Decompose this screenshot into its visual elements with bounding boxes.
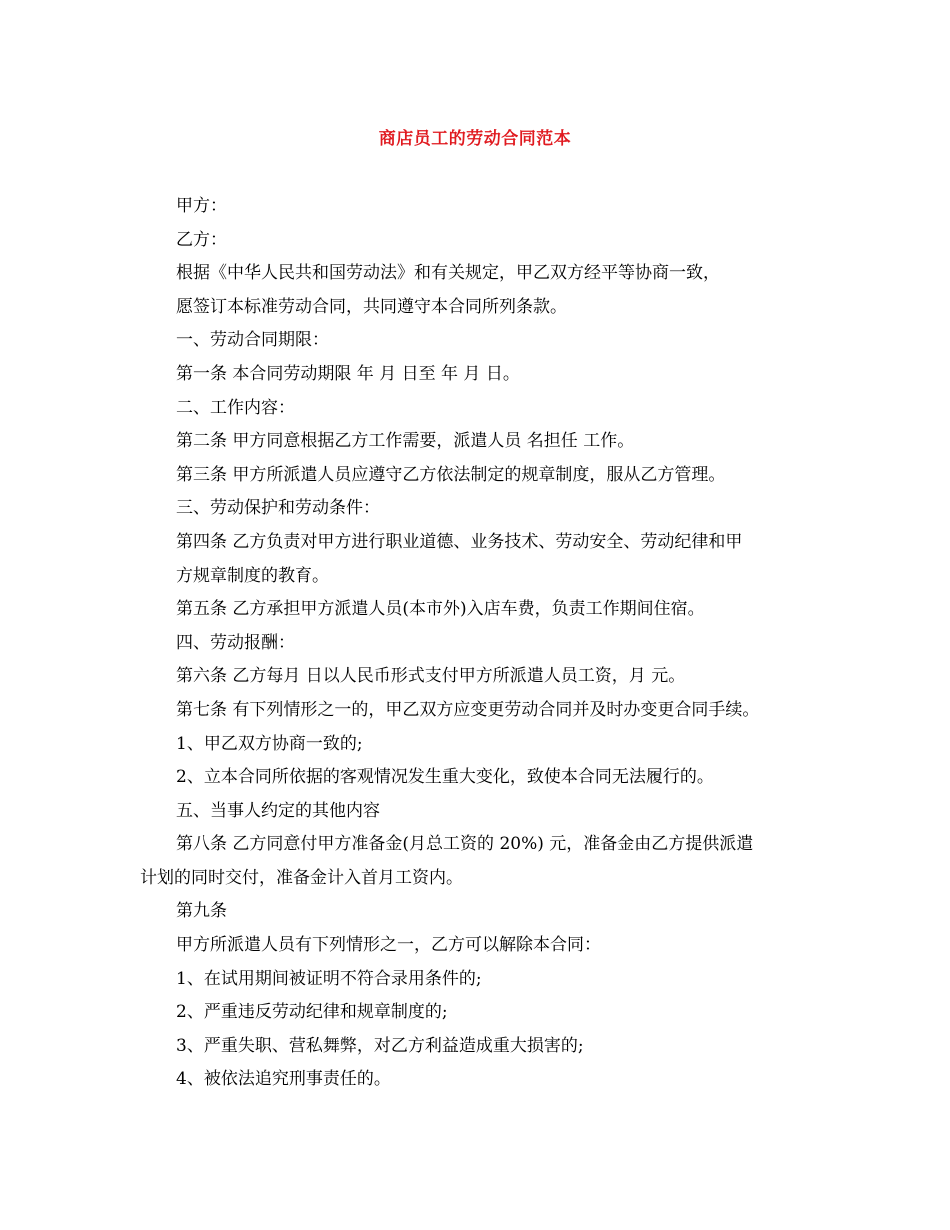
paragraph-line: 第七条 有下列情形之一的，甲乙双方应变更劳动合同并及时办变更合同手续。 [176, 699, 760, 720]
paragraph-line: 第一条 本合同劳动期限 年 月 日至 年 月 日。 [176, 363, 520, 384]
paragraph-line: 3、严重失职、营私舞弊，对乙方利益造成重大损害的; [176, 1035, 584, 1056]
paragraph-line: 第五条 乙方承担甲方派遣人员(本市外)入店车费，负责工作期间住宿。 [176, 599, 705, 620]
paragraph-line: 一、劳动合同期限： [176, 330, 329, 351]
paragraph-line: 第八条 乙方同意付甲方准备金(月总工资的 20%) 元，准备金由乙方提供派遣 [176, 834, 754, 855]
paragraph-line: 方规章制度的教育。 [176, 565, 329, 586]
paragraph-line: 根据《中华人民共和国劳动法》和有关规定，甲乙双方经平等协商一致， [176, 263, 720, 284]
paragraph-line: 甲方所派遣人员有下列情形之一，乙方可以解除本合同： [176, 935, 601, 956]
paragraph-line: 4、被依法追究刑事责任的。 [176, 1069, 391, 1090]
paragraph-line: 计划的同时交付，准备金计入首月工资内。 [140, 867, 463, 888]
document-body [140, 190, 820, 1097]
paragraph-line: 2、严重违反劳动纪律和规章制度的; [176, 1002, 448, 1023]
paragraph-line: 五、当事人约定的其他内容 [176, 800, 380, 821]
paragraph-line: 2、立本合同所依据的客观情况发生重大变化，致使本合同无法履行的。 [176, 767, 714, 788]
paragraph-line: 第四条 乙方负责对甲方进行职业道德、业务技术、劳动安全、劳动纪律和甲 [176, 531, 743, 552]
paragraph-line: 二、工作内容： [176, 397, 295, 418]
paragraph-line: 第二条 甲方同意根据乙方工作需要，派遣人员 名担任 工作。 [176, 431, 635, 452]
paragraph-line: 愿签订本标准劳动合同，共同遵守本合同所列条款。 [176, 296, 567, 317]
document-title: 商店员工的劳动合同范本 [378, 129, 572, 149]
paragraph-line: 第九条 [176, 901, 227, 922]
paragraph-line: 乙方： [176, 229, 227, 250]
paragraph-line: 三、劳动保护和劳动条件： [176, 498, 380, 519]
paragraph-line: 四、劳动报酬： [176, 632, 295, 653]
paragraph-line: 第三条 甲方所派遣人员应遵守乙方依法制定的规章制度，服从乙方管理。 [176, 464, 726, 485]
paragraph-line: 1、在试用期间被证明不符合录用条件的; [176, 968, 482, 989]
paragraph-line: 甲方： [176, 196, 227, 216]
paragraph-line: 1、甲乙双方协商一致的; [176, 733, 363, 754]
paragraph-line: 第六条 乙方每月 日以人民币形式支付甲方所派遣人员工资，月 元。 [176, 666, 686, 687]
